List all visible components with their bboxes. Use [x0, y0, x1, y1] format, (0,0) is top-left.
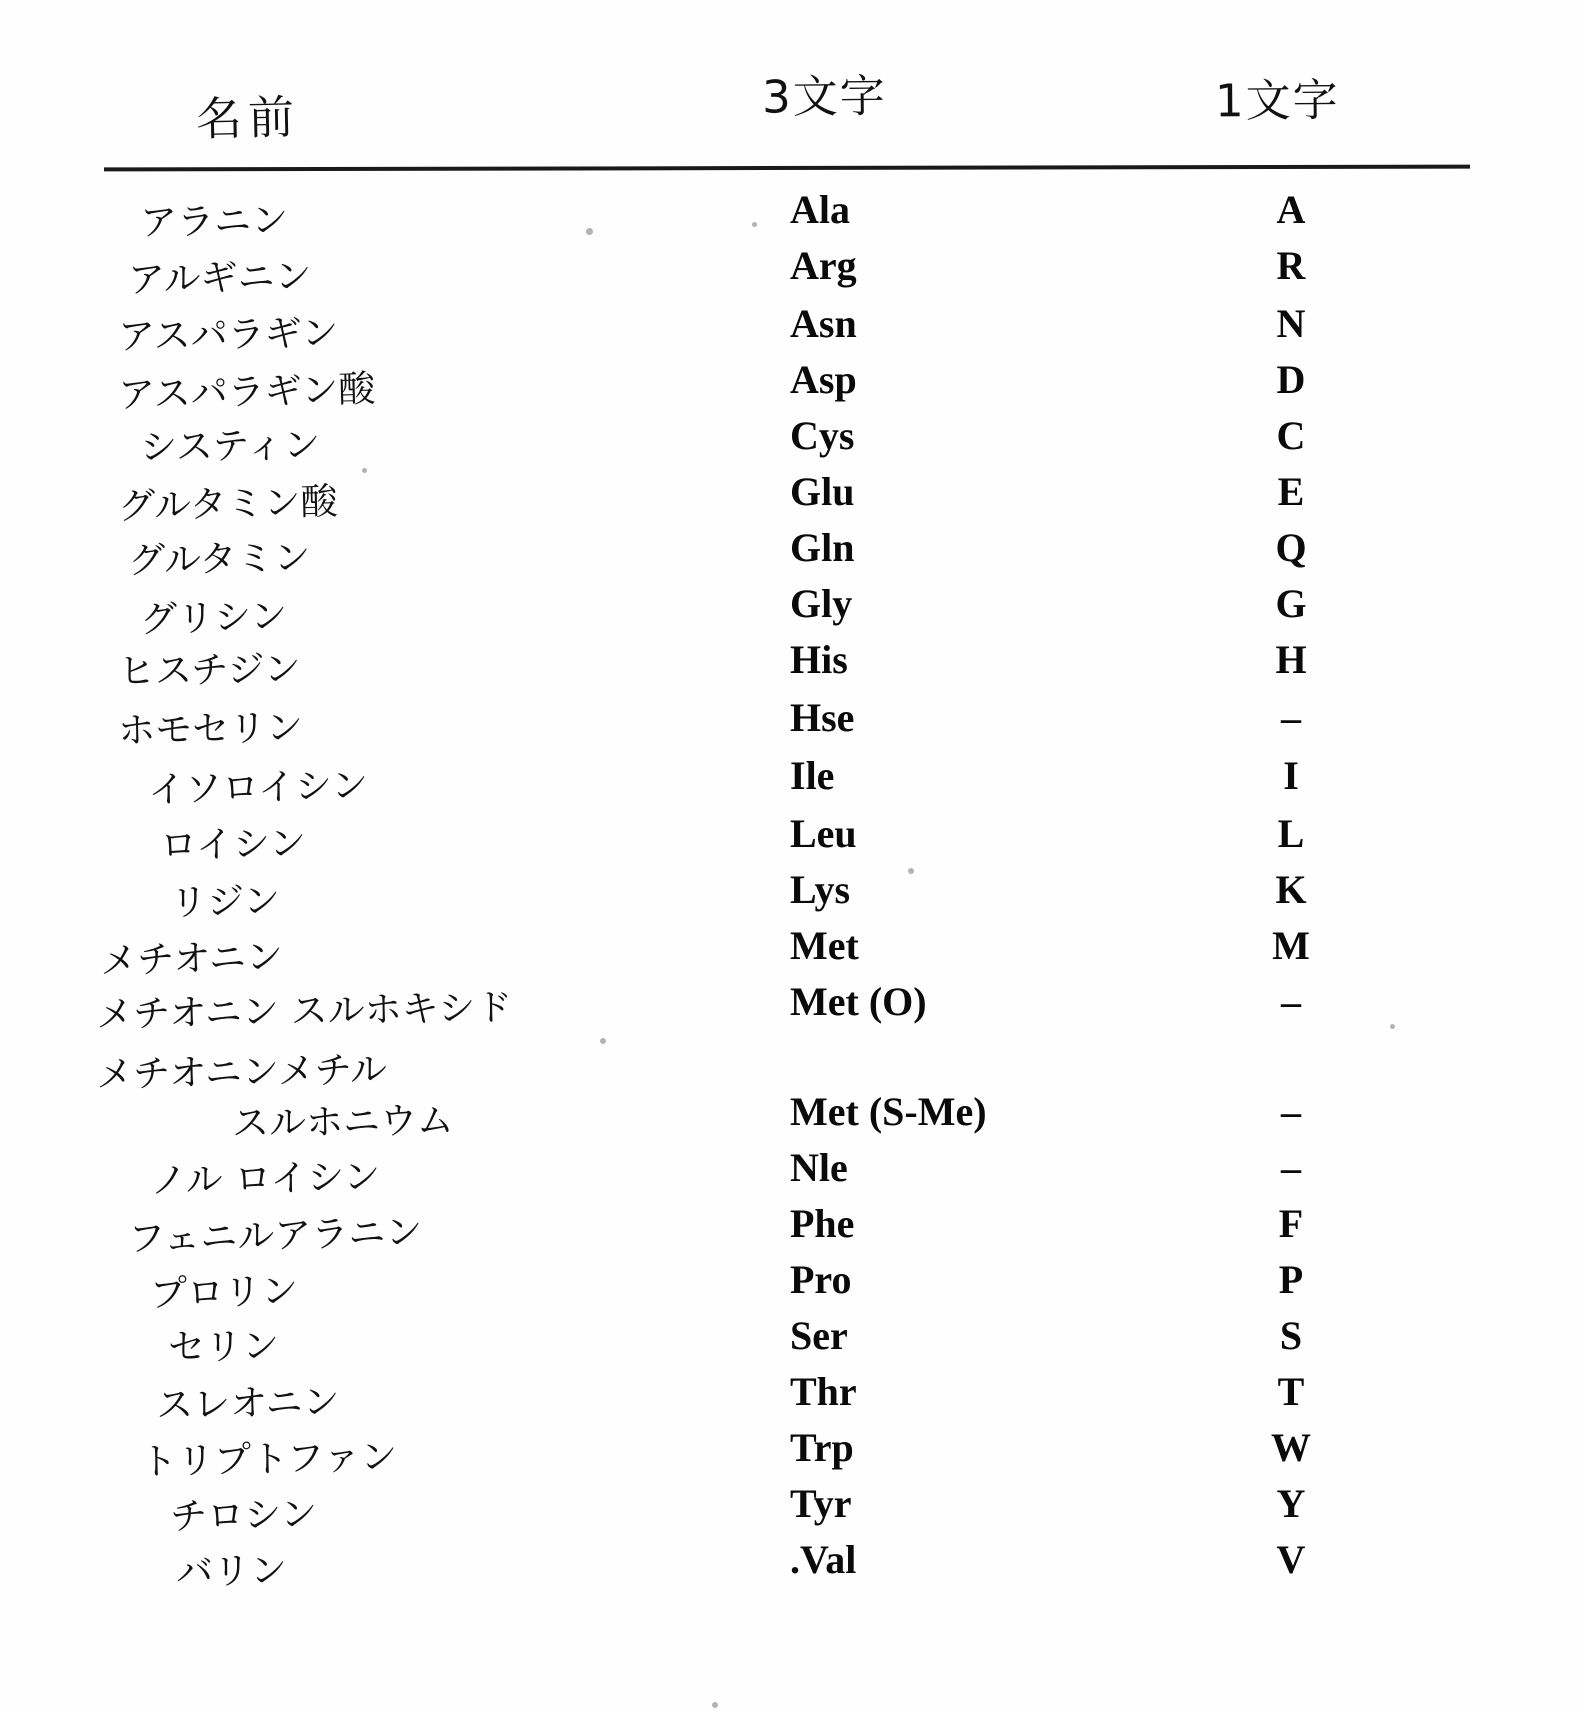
amino-acid-name: メチオニン	[99, 935, 284, 983]
table-row	[0, 636, 1581, 693]
amino-acid-name: グリシン	[139, 594, 288, 642]
one-letter-code: H	[1275, 637, 1307, 682]
amino-acid-name: アスパラギン酸	[117, 367, 376, 417]
one-letter-code: K	[1275, 867, 1307, 912]
scan-speck	[908, 868, 914, 874]
amino-acid-name: リジン	[169, 879, 281, 925]
amino-acid-name: プロリン	[149, 1269, 299, 1316]
one-letter-code: S	[1279, 1313, 1303, 1358]
table-row	[0, 1144, 1581, 1203]
column-header-one-letter: 1文字	[1214, 73, 1340, 128]
table-row	[0, 694, 1581, 753]
table-row	[0, 412, 1581, 469]
amino-acid-name: ホモセリン	[117, 705, 304, 753]
table-row	[0, 1368, 1581, 1427]
table-row	[0, 1088, 1581, 1145]
one-letter-code: E	[1277, 469, 1305, 514]
one-letter-code: T	[1277, 1369, 1305, 1414]
table-row	[0, 186, 1581, 245]
three-letter-code: Tyr	[790, 1481, 852, 1526]
amino-acid-name: イソロイシン	[147, 763, 369, 812]
one-letter-code: –	[1281, 979, 1301, 1024]
one-letter-code: W	[1271, 1425, 1311, 1470]
table-header	[0, 34, 1581, 147]
table-row	[0, 752, 1581, 812]
one-letter-code: N	[1276, 301, 1306, 346]
scan-speck	[586, 228, 593, 235]
amino-acid-name: グルタミン酸	[117, 479, 339, 528]
one-letter-code: –	[1281, 1089, 1301, 1134]
three-letter-code: Met	[790, 923, 859, 968]
table-row	[0, 524, 1581, 583]
one-letter-code: F	[1278, 1201, 1304, 1246]
three-letter-code: Ile	[790, 753, 835, 798]
one-letter-code: Q	[1275, 525, 1307, 570]
amino-acid-name: ロイシン	[159, 821, 307, 867]
amino-acid-name: スルホニウム	[231, 1098, 455, 1145]
amino-acid-name: システィン	[139, 423, 321, 469]
three-letter-code: Phe	[790, 1201, 855, 1246]
table-row	[0, 468, 1581, 528]
three-letter-code: Gln	[790, 525, 855, 570]
amino-acid-name: スレオニン	[155, 1380, 341, 1427]
amino-acid-name: ヒスチジン	[117, 647, 301, 693]
three-letter-code: Met (S-Me)	[790, 1089, 987, 1134]
table-row	[0, 1480, 1581, 1539]
three-letter-code: Lys	[790, 867, 851, 912]
amino-acid-name: トリプトファン	[139, 1434, 398, 1484]
table-row	[0, 1424, 1581, 1484]
three-letter-code: Ala	[790, 187, 850, 232]
one-letter-code: A	[1276, 187, 1306, 232]
three-letter-code: .Val	[790, 1537, 857, 1582]
three-letter-code: Glu	[790, 469, 855, 514]
table-row	[0, 1038, 1581, 1097]
table-row	[0, 922, 1581, 983]
amino-acid-name: チロシン	[169, 1492, 318, 1539]
amino-acid-name: メチオニン スルホキシド	[95, 985, 513, 1037]
column-header-name: 名前	[195, 89, 301, 147]
three-letter-code: Arg	[790, 243, 857, 288]
three-letter-code: Asp	[790, 357, 857, 402]
three-letter-code: Thr	[790, 1369, 857, 1414]
one-letter-code: M	[1272, 923, 1310, 968]
one-letter-code: Y	[1276, 1481, 1306, 1526]
table-row	[0, 810, 1581, 867]
table-row	[0, 580, 1581, 642]
one-letter-code: V	[1276, 1537, 1306, 1582]
column-header-three-letter: 3文字	[761, 69, 887, 124]
scan-speck	[712, 1702, 718, 1708]
amino-acid-name: フェニルアラニン	[127, 1210, 423, 1261]
table-row	[0, 1200, 1581, 1261]
one-letter-code: P	[1278, 1257, 1304, 1302]
one-letter-code: C	[1276, 413, 1306, 458]
header-divider-rule	[104, 165, 1470, 172]
amino-acid-name: アスパラギン	[117, 311, 339, 359]
three-letter-code: Gly	[790, 581, 853, 626]
one-letter-code: –	[1281, 695, 1301, 740]
table-row	[0, 1536, 1581, 1594]
three-letter-code: Ser	[790, 1313, 848, 1358]
amino-acid-name: アルギニン	[127, 254, 313, 302]
table-row	[0, 356, 1581, 417]
one-letter-code: R	[1276, 243, 1306, 288]
table-row	[0, 1312, 1581, 1369]
one-letter-code: I	[1283, 753, 1299, 798]
one-letter-code: –	[1281, 1145, 1301, 1190]
three-letter-code: Nle	[790, 1145, 848, 1190]
three-letter-code: Cys	[790, 413, 855, 458]
one-letter-code: G	[1275, 581, 1307, 626]
table-row	[0, 978, 1581, 1037]
one-letter-code: L	[1277, 811, 1305, 856]
three-letter-code: Met (O)	[790, 979, 927, 1024]
scan-speck	[752, 222, 757, 227]
amino-acid-name: セリン	[167, 1324, 280, 1369]
amino-acid-name: グルタミン	[127, 535, 311, 583]
table-row	[0, 866, 1581, 925]
three-letter-code: Hse	[790, 695, 855, 740]
three-letter-code: Pro	[790, 1257, 852, 1302]
three-letter-code: Trp	[790, 1425, 854, 1470]
table-row	[0, 300, 1581, 359]
three-letter-code: His	[790, 637, 848, 682]
three-letter-code: Leu	[790, 811, 857, 856]
amino-acid-name: メチオニンメチル	[95, 1048, 388, 1097]
amino-acid-name: ノル ロイシン	[149, 1155, 381, 1203]
one-letter-code: D	[1276, 357, 1306, 402]
scan-speck	[600, 1038, 606, 1044]
three-letter-code: Asn	[790, 301, 857, 346]
scan-speck	[1390, 1024, 1395, 1029]
amino-acid-name: アラニン	[139, 198, 289, 245]
table-row	[0, 242, 1581, 302]
table-row	[0, 1256, 1581, 1316]
amino-acid-name: バリン	[175, 1548, 288, 1594]
scan-speck	[362, 468, 367, 473]
